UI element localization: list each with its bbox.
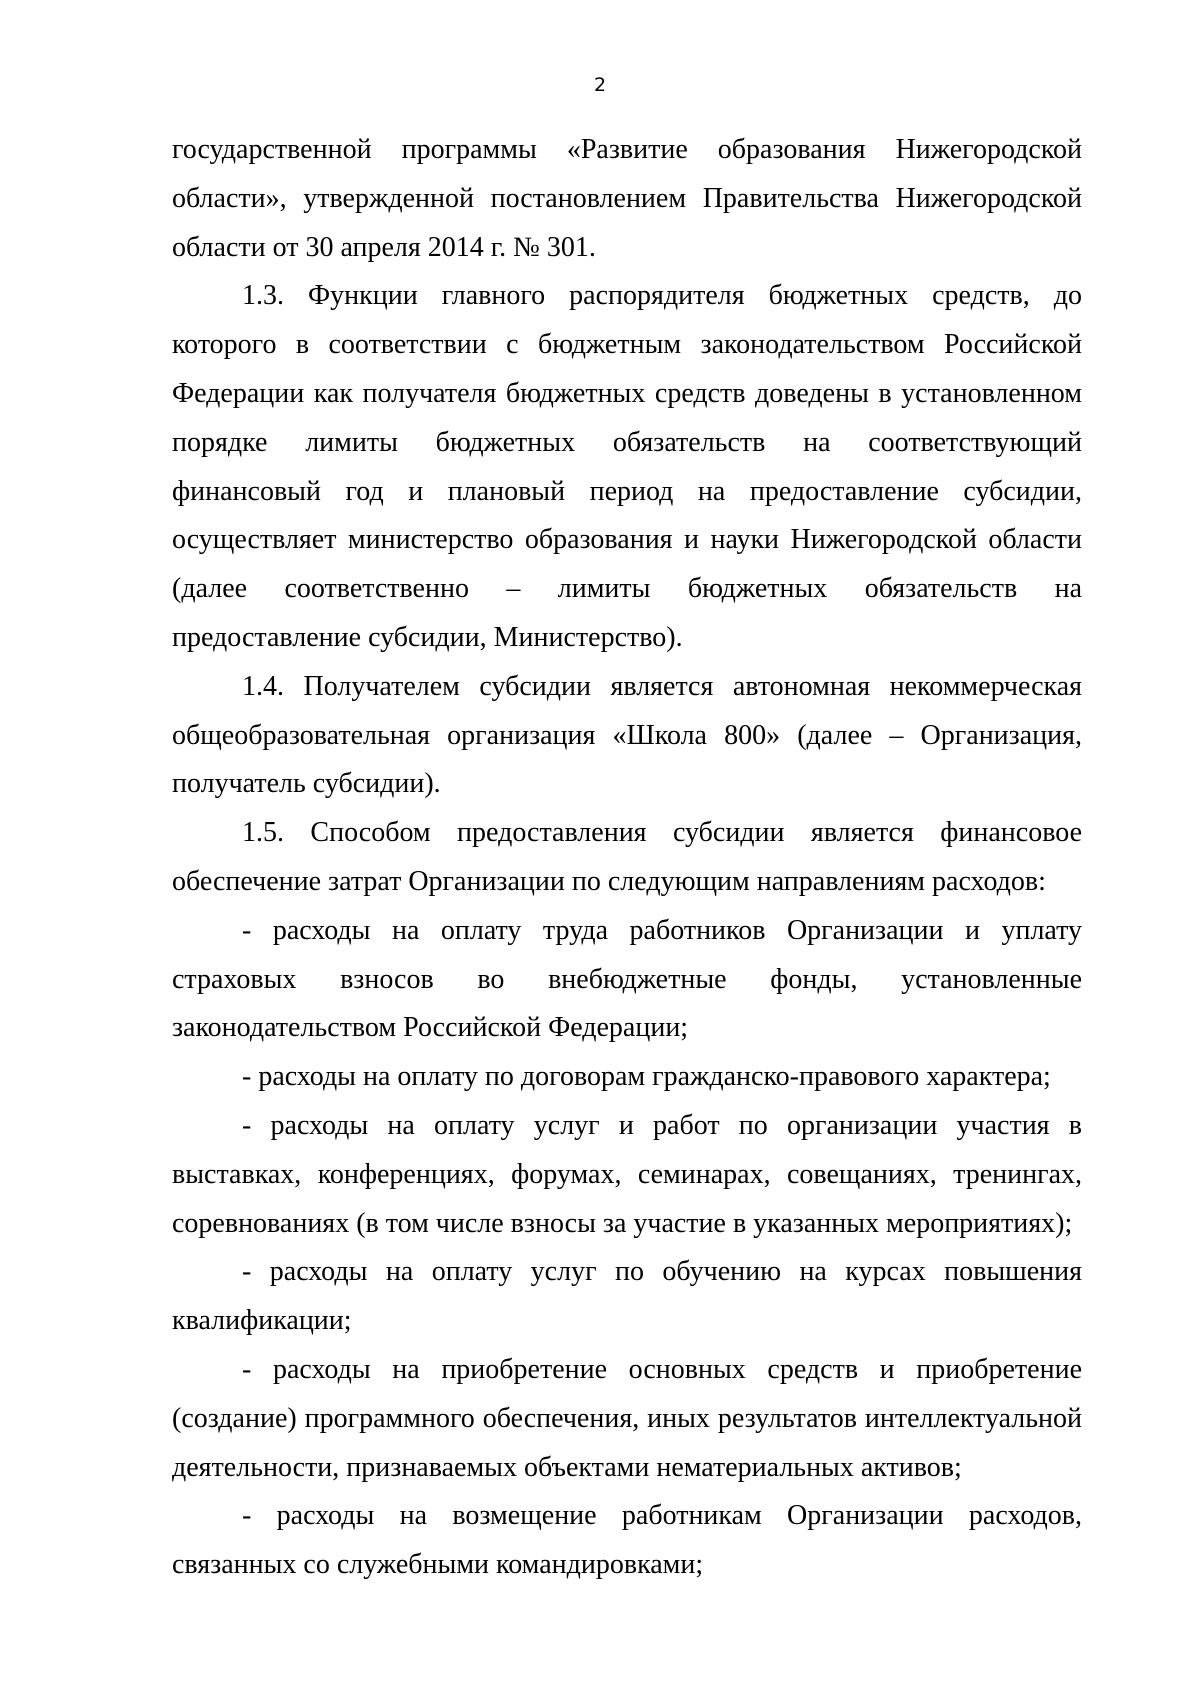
paragraph-1-3-budget-functions: 1.3. Функции главного распорядителя бюджетных средств, до которого в соответствии с бюджетным законодательством Российской Федерации как получателя бюджетных средств доведены в установленном порядке лимиты бюджетных обязательств на соответствующий финансовый год и плановый период на предоставление субсидии, осуществляет министерство образования и науки Нижегородской области (далее соответственно – лимиты бюджетных обязательств на предоставление субсидии, Министерство). bbox=[172, 280, 1082, 653]
paragraph-1-4-recipient: 1.4. Получателем субсидии является автономная некоммерческая общеобразовательная организация «Школа 800» (далее – Организация, получатель субсидии). bbox=[172, 670, 1082, 800]
page-number: 2 bbox=[593, 74, 607, 96]
list-item-business-trips: - расходы на возмещение работникам Организации расходов, связанных со служебными командировками; bbox=[172, 1500, 1082, 1581]
list-item-civil-contracts: - расходы на оплату по договорам гражданско-правового характера; bbox=[242, 1061, 1051, 1093]
list-item-fixed-assets: - расходы на приобретение основных средств и приобретение (создание) программного обеспечения, иных результатов интеллектуальной деятельности, признаваемых объектами нематериальных активов; bbox=[172, 1353, 1082, 1483]
paragraph-1-5-method: 1.5. Способом предоставления субсидии является финансовое обеспечение затрат Организации по следующим направлениям расходов: bbox=[172, 817, 1082, 897]
list-item-training-courses: - расходы на оплату услуг по обучению на курсах повышения квалификации; bbox=[172, 1256, 1082, 1337]
list-item-events-participation: - расходы на оплату услуг и работ по организации участия в выставках, конференциях, форумах, семинарах, совещаниях, тренингах, соревнованиях (в том числе взносы за участие в указанных мероприятиях); bbox=[172, 1109, 1082, 1239]
document-body bbox=[172, 126, 1082, 1590]
list-item-labor-costs: - расходы на оплату труда работников Организации и уплату страховых взносов во внебюджетные фонды, установленные законодательством Российской Федерации; bbox=[172, 914, 1082, 1044]
paragraph-program-reference: государственной программы «Развитие образования Нижегородской области», утвержденной постановлением Правительства Нижегородской области от 30 апреля 2014 г. № 301. bbox=[172, 134, 1082, 263]
